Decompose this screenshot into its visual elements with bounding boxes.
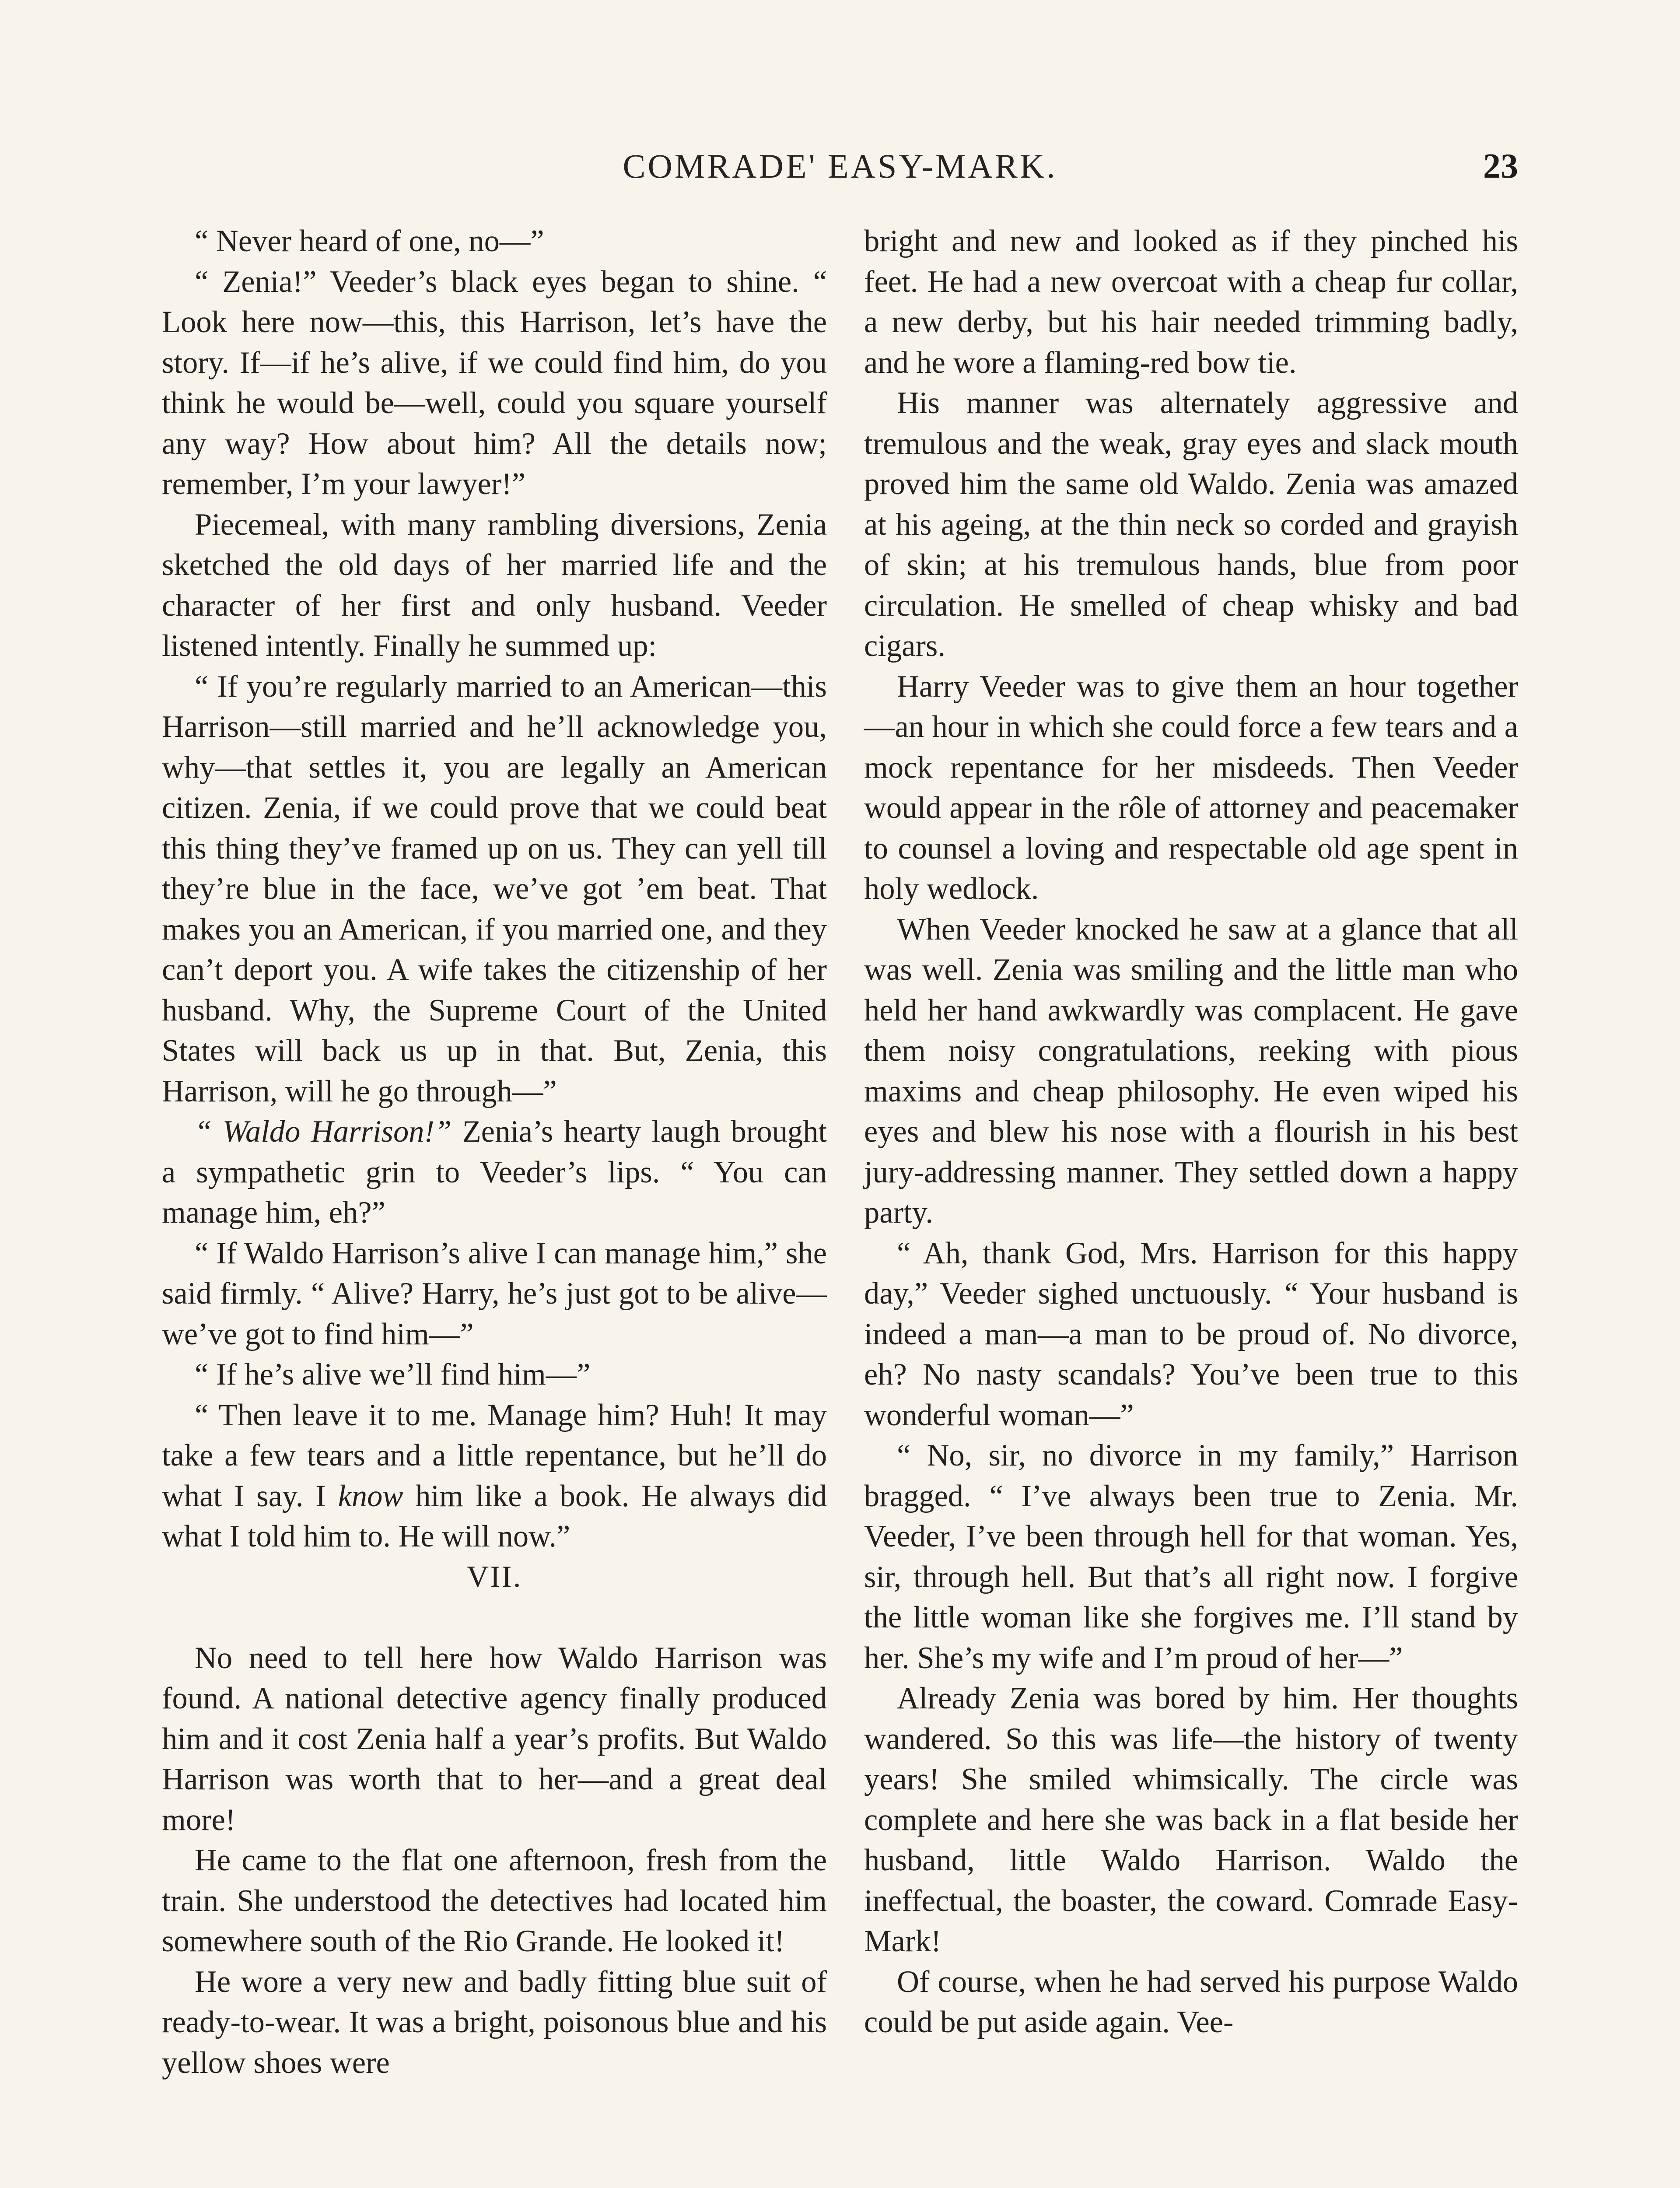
paragraph: He came to the flat one afternoon, fresh from the train. She understood the detectives had located him somewhere south of the Rio Grande. He looked it!	[162, 1843, 827, 1958]
italic-name: “ Waldo Harrison!”	[195, 1115, 452, 1149]
paragraph: “ No, sir, no divorce in my family,” Harrison bragged. “ I’ve always been true to Zenia. Mr. Veeder, I’ve been through hell for that woman. Yes, sir, through hell. But that’s all right now. I forgive the little woman like she forgives me. I’ll stand by her. She’s my wife and I’m proud of her—”	[864, 1438, 1518, 1675]
section-heading: VII.	[466, 1560, 522, 1594]
paragraph-text: Zenia’s hearty laugh brought a sympathetic grin to Veeder’s lips. “ You can manage him, eh?”	[162, 1115, 827, 1230]
paragraph: When Veeder knocked he saw at a glance that all was well. Zenia was smiling and the little man who held her hand awkwardly was complacent. He gave them noisy congratulations, reeking with pious maxims and cheap philosophy. He even wiped his eyes and blew his nose with a flourish in his best jury-addressing manner. They settled down a happy party.	[864, 912, 1518, 1230]
paragraph: Piecemeal, with many rambling diversions, Zenia sketched the old days of her married life and the character of her first and only husband. Veeder listened intently. Finally he summed up:	[162, 507, 827, 663]
paragraph: No need to tell here how Waldo Harrison was found. A national detective agency finally produced him and it cost Zenia half a year’s profits. But Waldo Harrison was worth that to her—and a great deal more!	[162, 1641, 827, 1837]
right-column	[864, 221, 1518, 2043]
paragraph: “ Ah, thank God, Mrs. Harrison for this happy day,” Veeder sighed unctuously. “ Your husband is indeed a man—a man to be proud of. No divorce, eh? No nasty scandals? You’ve been true to this wonderful woman—”	[864, 1236, 1518, 1432]
paragraph-continued: bright and new and looked as if they pinched his feet. He had a new overcoat with a cheap fur collar, a new derby, but his hair needed trimming badly, and he wore a flaming-red bow tie.	[864, 224, 1518, 380]
left-column	[162, 221, 827, 2083]
paragraph: “ Never heard of one, no—”	[195, 224, 544, 258]
paragraph-text: “ Then leave it to me. Manage him? Huh! It may take a few tears and a little repentance, but he’ll do what I say. I	[162, 1398, 827, 1513]
paragraph: “ If you’re regularly married to an American—this Harrison—still married and he’ll acknowledge you, why—that settles it, you are legally an American citizen. Zenia, if we could prove that we could beat this thing they’ve framed up on us. They can yell till they’re blue in the face, we’ve got ’em beat. That makes you an American, if you married one, and they can’t deport you. A wife takes the citizenship of her husband. Why, the Supreme Court of the United States will back us up in that. But, Zenia, this Harrison, will he go through—”	[162, 669, 827, 1108]
running-head	[162, 142, 1518, 190]
paragraph-text: him like a book. He always did what I told him to. He will now.”	[162, 1479, 827, 1553]
paragraph	[162, 1112, 827, 1233]
paragraph	[162, 1395, 827, 1557]
paragraph: “ If he’s alive we’ll find him—”	[195, 1357, 591, 1392]
paragraph: Of course, when he had served his purpose Waldo could be put aside again. Vee-	[864, 1964, 1518, 2039]
paragraph: Already Zenia was bored by him. Her thoughts wandered. So this was life—the history of twenty years! She smiled whimsically. The circle was complete and here she was back in a flat beside her husband, little Waldo Harrison. Waldo the ineffectual, the boaster, the coward. Comrade Easy-Mark!	[864, 1681, 1518, 1958]
paragraph: “ Zenia!” Veeder’s black eyes began to shine. “ Look here now—this, this Harrison, let’s have the story. If—if he’s alive, if we could find him, do you think he would be—well, could you square yourself any way? How about him? All the details now; remember, I’m your lawyer!”	[162, 264, 827, 501]
italic-word: know	[338, 1479, 403, 1513]
paragraph: Harry Veeder was to give them an hour together—an hour in which she could force a few tears and a mock repentance for her misdeeds. Then Veeder would appear in the rôle of attorney and peacemaker to counsel a loving and respectable old age spent in holy wedlock.	[864, 669, 1518, 906]
page-number: 23	[1483, 147, 1518, 186]
paragraph: He wore a very new and badly fitting blue suit of ready-to-wear. It was a bright, poisonous blue and his yellow shoes were	[162, 1964, 827, 2080]
running-title: COMRADE' EASY-MARK.	[623, 147, 1057, 185]
paragraph: His manner was alternately aggressive and tremulous and the weak, gray eyes and slack mouth proved him the same old Waldo. Zenia was amazed at his ageing, at the thin neck so corded and grayish of skin; at his tremulous hands, blue from poor circulation. He smelled of cheap whisky and bad cigars.	[864, 386, 1518, 663]
paragraph: “ If Waldo Harrison’s alive I can manage him,” she said firmly. “ Alive? Harry, he’s just got to be alive—we’ve got to find him—”	[162, 1236, 827, 1351]
